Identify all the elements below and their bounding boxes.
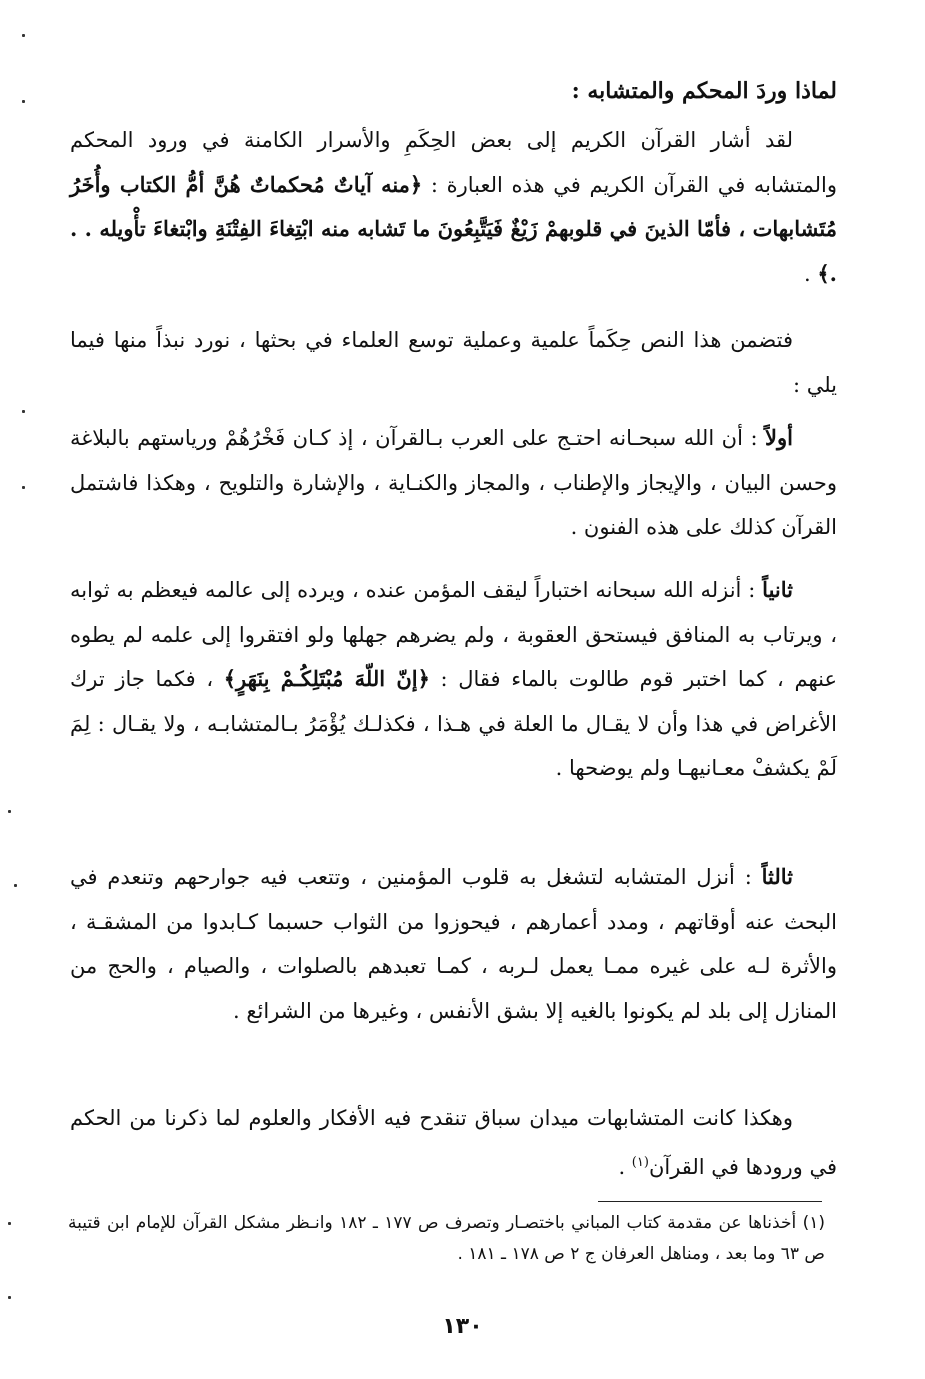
- paragraph-first: [70, 416, 837, 550]
- paragraph-wisdoms: [70, 318, 837, 407]
- paragraph-third: [70, 855, 837, 1033]
- margin-mark: [8, 810, 11, 813]
- paragraph-text: ، فكما جاز ترك الأغراض في هذا وأن لا يقـال ما العلة في هـذا ، فكذلـك يُؤْمَرُ بـالمتشابـه ، ولا يقـال : لِمَ لَمْ يكشفْ معـانيهـا ولم يوضحها .: [70, 667, 837, 780]
- section-heading: لماذا وردَ المحكم والمتشابه :: [571, 78, 837, 104]
- paragraph-intro: [70, 118, 837, 296]
- footnote: (١) أخذناها عن مقدمة كتاب المباني باختصـار وتصرف ص ١٧٧ ـ ١٨٢ وانـظر مشكل القرآن للإمام ابن قتيبة ص ٦٣ وما بعد ، ومناهل العرفان ج ٢ ص ١٧٨ ـ ١٨١ .: [68, 1213, 825, 1264]
- footnote-divider: [598, 1201, 822, 1202]
- margin-mark: [22, 486, 25, 489]
- page-number: ١٣٠: [442, 1314, 483, 1339]
- paragraph-text: فتضمن هذا النص حِكَماً علمية وعملية توسع العلماء في بحثها ، نورد نبذاً منها فيما يلي :: [70, 328, 837, 397]
- margin-mark: [22, 410, 25, 413]
- margin-mark: [22, 34, 25, 37]
- paragraph-text: لقد أشار القرآن الكريم إلى بعض الحِكَمِ والأسرار الكامنة في ورود المحكم والمتشابه في القرآن الكريم في هذه العبارة :: [70, 128, 837, 197]
- paragraph-second: [70, 568, 837, 791]
- margin-mark: [8, 1296, 11, 1299]
- footnote-ref: (١): [631, 1154, 649, 1170]
- paragraph-conclusion: [70, 1096, 837, 1189]
- paragraph-tail: .: [618, 1154, 632, 1179]
- margin-mark: [8, 1222, 11, 1225]
- quran-verse: ﴿منه آياتٌ مُحكماتٌ هُنَّ أمُّ الكتاب وأُخَرُ مُتَشابهات ، فأمّا الذينَ في قلوبهمْ زَيْغٌ فَيَتَّبِعُونَ ما تَشابه منه ابْتِغاءَ الفِتْنَةِ وابْتغاءَ تأْويله . . .﴾: [70, 171, 837, 286]
- paragraph-tail: .: [804, 261, 818, 286]
- point-label: أولاً: [765, 425, 793, 450]
- paragraph-text: : أنزله الله سبحانه اختباراً ليقف المؤمن عنده ، ويرده إلى عالمه فيعظم به ثوابه ، ويرتاب به المنافق فيستحق العقوبة ، ولم يضرهم جهلها ولو افتقروا إلى علمه لم يطوه عنهم ، كما اختبر قوم طالوت بالماء فقال :: [70, 578, 837, 691]
- margin-mark: [14, 884, 17, 887]
- paragraph-text: وهكذا كانت المتشابهات ميدان سباق تنقدح فيه الأفكار والعلوم لما ذكرنا من الحكم في ورودها في القرآن: [70, 1106, 837, 1179]
- quran-verse: ﴿إنّ اللّهَ مُبْتَلِكُـمْ بِنَهَرٍ﴾: [223, 666, 430, 691]
- margin-mark: [22, 100, 25, 103]
- point-label: ثانياً: [762, 577, 793, 602]
- point-label: ثالثاً: [761, 864, 793, 889]
- paragraph-text: : أنزل المتشابه لتشغل به قلوب المؤمنين ، وتتعب فيه جوارحهم وتنعدم في البحث عنه أوقاتهم ، ومدد أعمارهم ، فيحوزوا من الثواب حسبما كـابدوا من المشقـة ، والأثرة لـه على غيره ممـا يعمل لـربه ، كمـا تعبدهم بالصلوات ، والصيام ، والحج من المنازل إلى بلد لم يكونوا بالغيه إلا بشق الأنفس ، وغيرها من الشرائع .: [70, 865, 837, 1023]
- paragraph-text: : أن الله سبحـانه احتـج على العرب بـالقرآن ، إذ كـان فَخْرُهُمْ ورياستهم بالبلاغة وحسن البيان ، والإيجاز والإطناب ، والمجاز والكنـاية ، والإشارة والتلويح ، وهكذا فاشتمل القرآن كذلك على هذه الفنون .: [70, 426, 837, 539]
